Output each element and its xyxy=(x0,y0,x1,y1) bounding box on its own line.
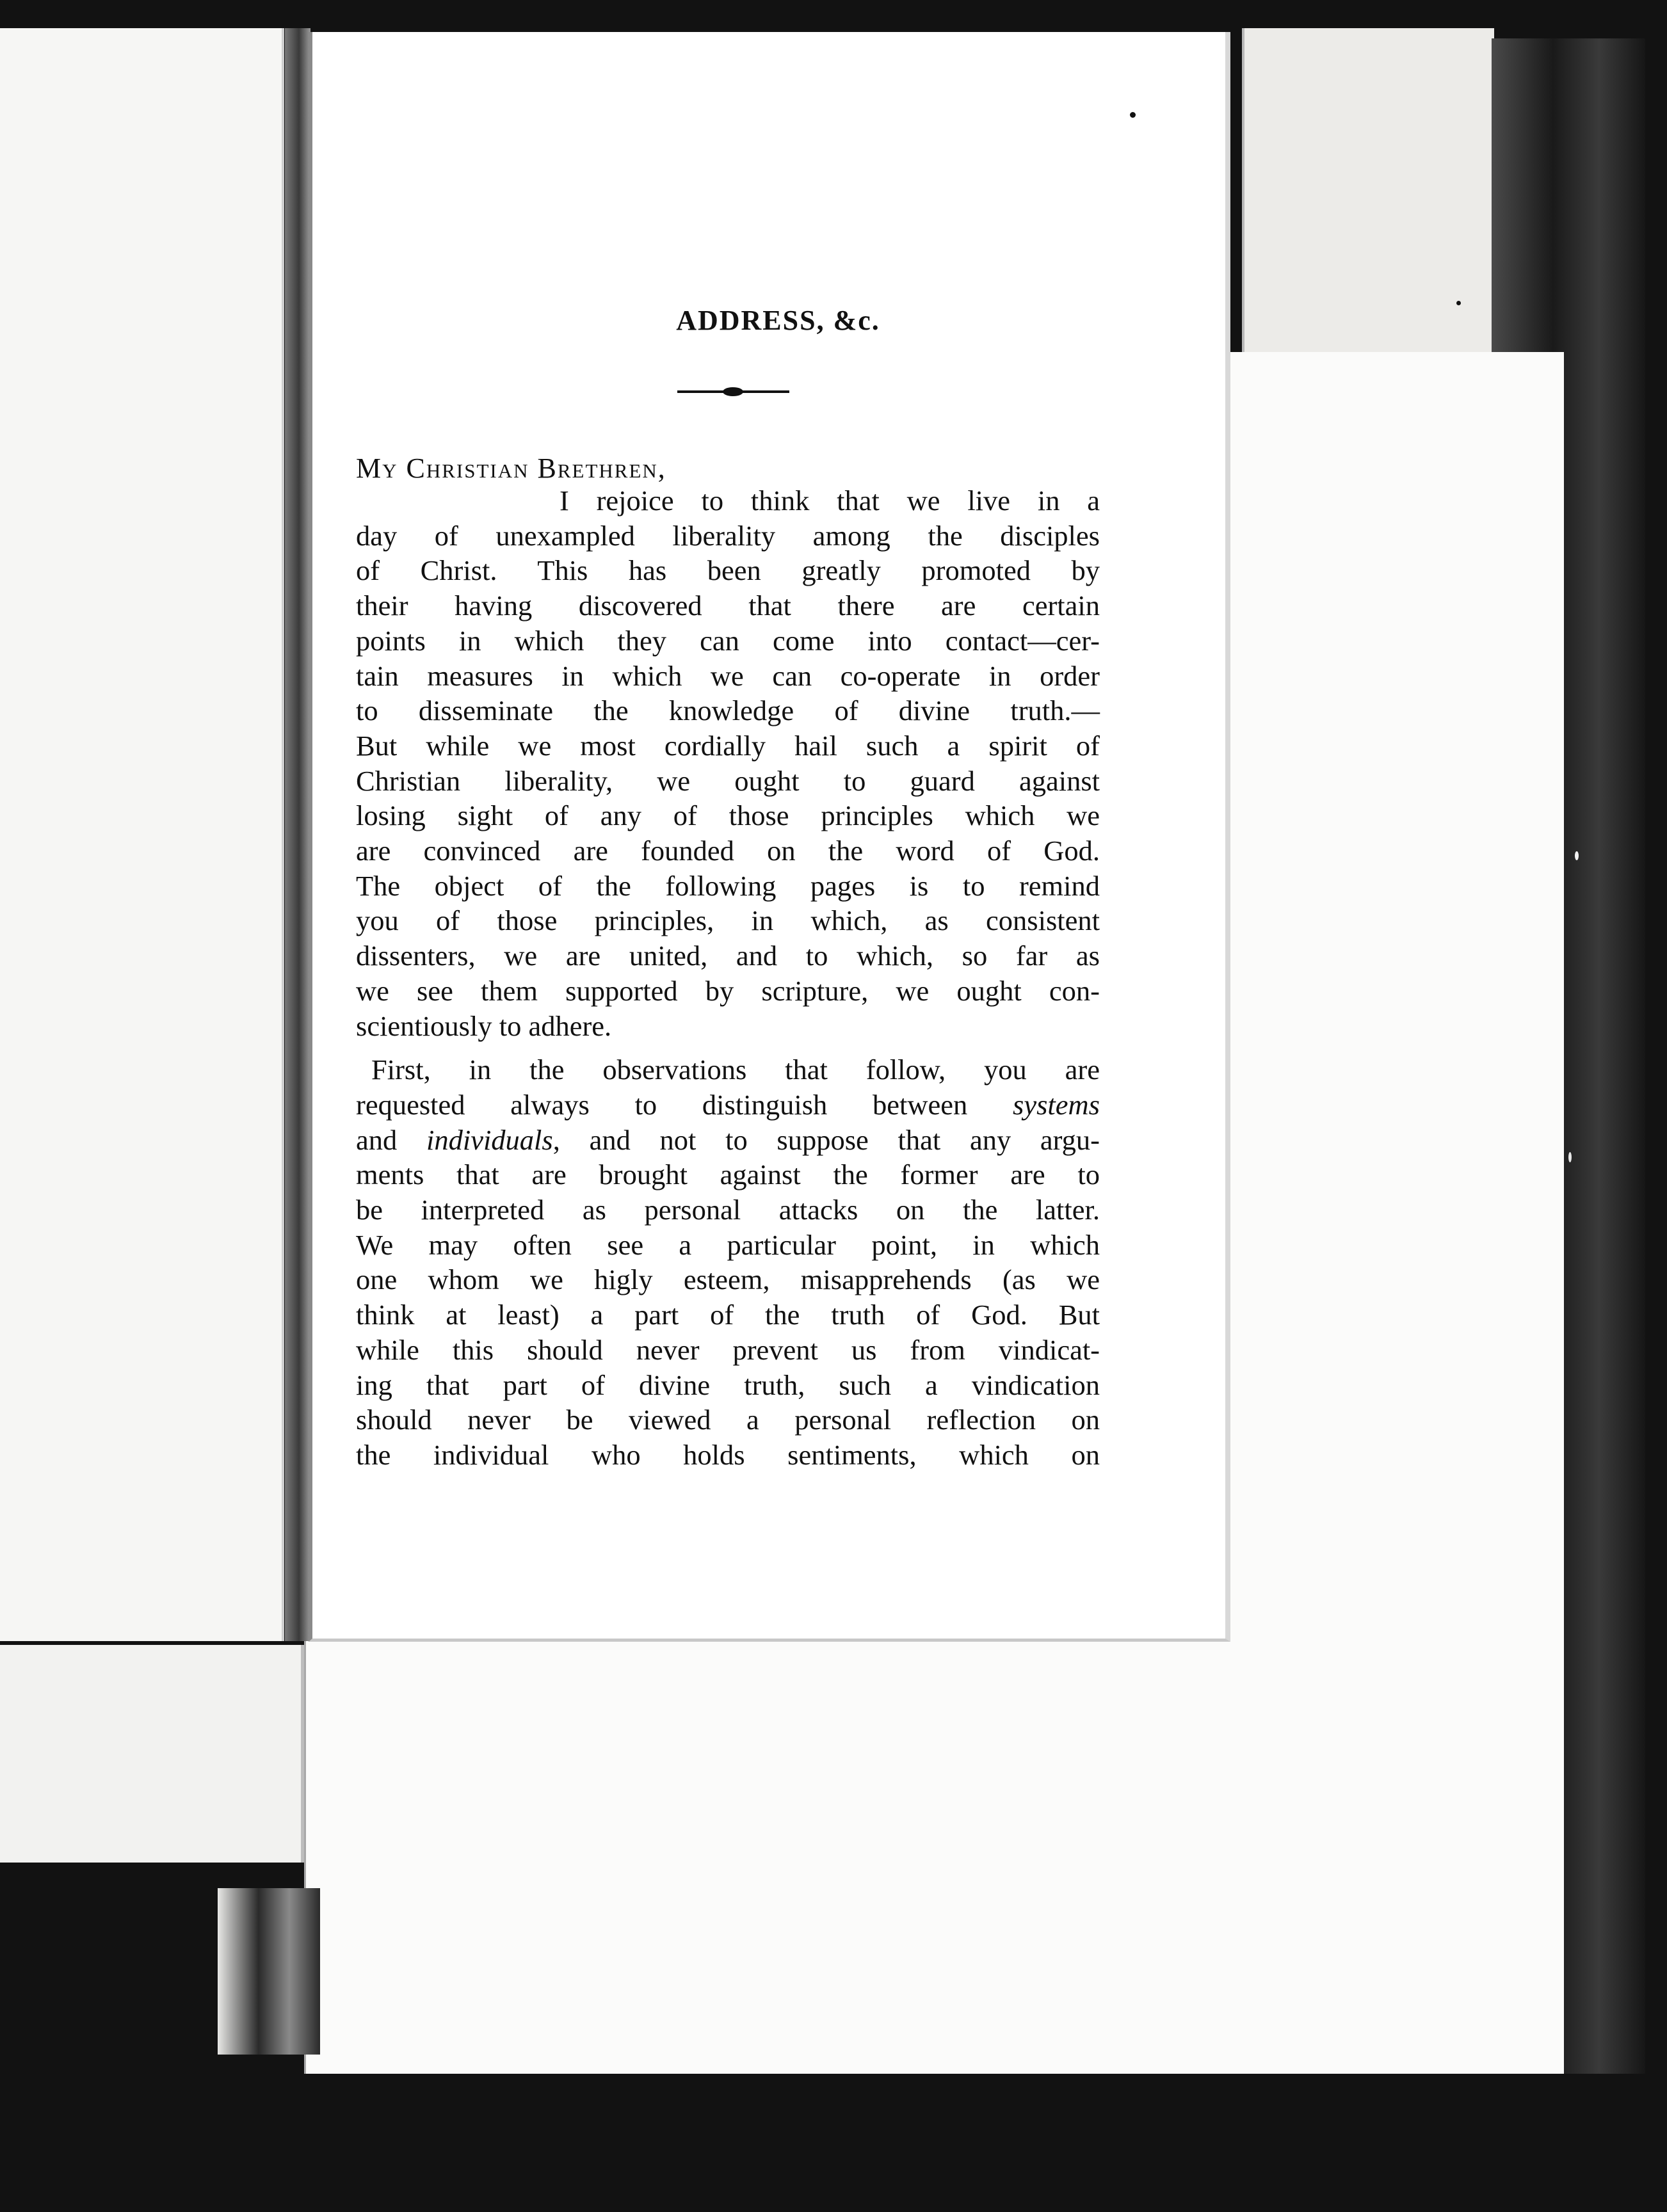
text-line: of Christ. This has been greatly promoted by xyxy=(356,554,1100,587)
text-line: their having discovered that there are certain xyxy=(356,589,1100,622)
italic-term: systems xyxy=(1013,1088,1100,1121)
text-line: the individual who holds sentiments, which on xyxy=(356,1438,1100,1471)
book-gutter xyxy=(285,28,310,1641)
salutation: My Christian Brethren, xyxy=(356,453,666,484)
text-line xyxy=(356,1087,1100,1123)
text-line: while this should never prevent us from vindicat- xyxy=(356,1333,1100,1366)
text-line: losing sight of any of those principles which we xyxy=(356,799,1100,832)
text-line: day of unexampled liberality among the disciples xyxy=(356,519,1100,552)
text-line: think at least) a part of the truth of God. But xyxy=(356,1299,1100,1331)
italic-term: individuals xyxy=(426,1123,553,1156)
text-run: , and not to suppose that any argu- xyxy=(552,1123,1100,1156)
text-line xyxy=(356,1123,1100,1158)
text-line: be interpreted as personal attacks on the latter. xyxy=(356,1194,1100,1226)
text-line: should never be viewed a personal reflection on xyxy=(356,1404,1100,1436)
upper-right-sheet xyxy=(1242,28,1494,361)
text-line: First, in the observations that follow, you are xyxy=(371,1054,1100,1086)
text-line: are convinced are founded on the word of God. xyxy=(356,835,1100,867)
body-text xyxy=(356,483,1100,1473)
text-line: Christian liberality, we ought to guard against xyxy=(356,764,1100,797)
left-lower-sheet xyxy=(0,1645,304,1863)
text-line: We may often see a particular point, in which xyxy=(356,1228,1100,1261)
dust-speck xyxy=(1130,112,1136,118)
text-line: you of those principles, in which, as consistent xyxy=(356,904,1100,937)
text-run: requested always to distinguish between xyxy=(356,1088,1013,1121)
left-facing-page xyxy=(0,28,284,1641)
text-run: and xyxy=(356,1123,426,1156)
paragraph-1 xyxy=(356,483,1100,1043)
text-line: tain measures in which we can co-operate in order xyxy=(356,659,1100,692)
lower-gutter xyxy=(218,1888,320,2055)
text-line: to disseminate the knowledge of divine truth.— xyxy=(356,694,1100,727)
text-line: dissenters, we are united, and to which, so far as xyxy=(356,940,1100,972)
paragraph-2 xyxy=(356,1052,1100,1472)
page-heading: ADDRESS, &c. xyxy=(676,305,880,336)
text-line: But while we most cordially hail such a spirit of xyxy=(356,729,1100,762)
dust-speck xyxy=(1568,1152,1572,1162)
text-line: The object of the following pages is to remind xyxy=(356,869,1100,902)
ornament-rule xyxy=(677,385,789,398)
text-line: one whom we higly esteem, misapprehends (as we xyxy=(356,1263,1100,1296)
printed-page xyxy=(309,32,1230,1642)
text-line: ments that are brought against the former are to xyxy=(356,1158,1100,1191)
text-line: we see them supported by scripture, we ought con- xyxy=(356,974,1100,1007)
text-line: I rejoice to think that we live in a xyxy=(560,485,1100,517)
text-line: ing that part of divine truth, such a vindication xyxy=(356,1368,1100,1401)
text-line: points in which they can come into contact—cer- xyxy=(356,624,1100,657)
dust-speck xyxy=(1575,851,1579,860)
dust-speck xyxy=(1456,301,1461,305)
text-line: scientiously to adhere. xyxy=(356,1009,612,1042)
